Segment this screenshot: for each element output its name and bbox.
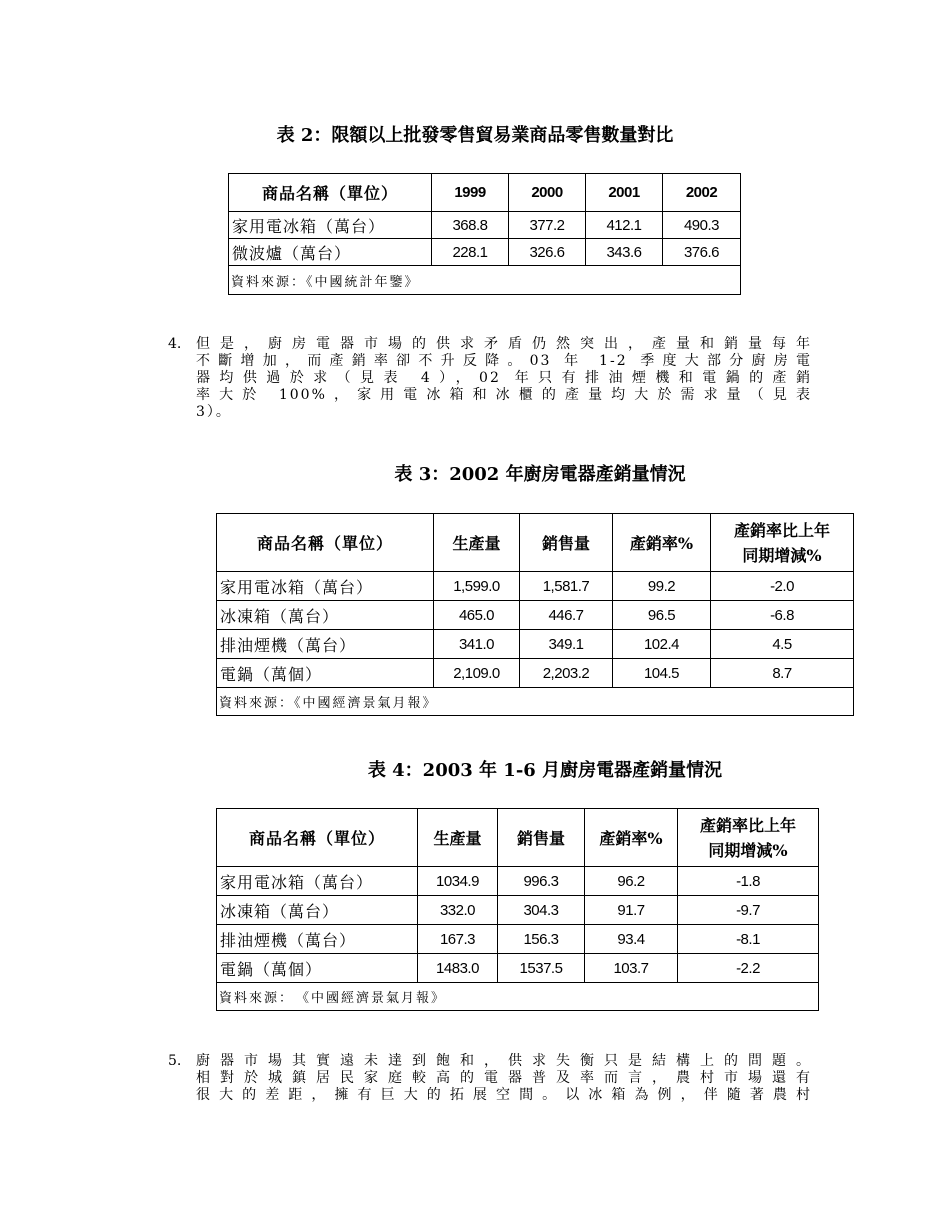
table-row [229,239,741,266]
table3-source: 資料來源：《中國經濟景氣月報》 [217,688,854,716]
table3-cell: 341.0 [434,630,520,659]
table3 [216,513,854,716]
table3-cell: 8.7 [711,659,854,688]
table4-header-change [678,809,819,867]
table4-cell: 93.4 [585,925,678,954]
table4-cell: 103.7 [585,954,678,983]
paragraph-4 [168,336,812,421]
table2-cell: 412.1 [586,212,663,239]
table3-cell: 2,203.2 [520,659,613,688]
table4-source: 資料來源： 《中國經濟景氣月報》 [217,983,819,1011]
table4-cell: 96.2 [585,867,678,896]
table4-cell: 1034.9 [418,867,498,896]
table4-cell-name: 家用電冰箱（萬台） [217,867,418,896]
table2-cell: 228.1 [432,239,509,266]
table4-cell: 167.3 [418,925,498,954]
table4-title: 表 4：2003 年 1-6 月廚房電器產銷量情況 [367,760,723,781]
table2-source: 資料來源：《中國統計年鑒》 [229,266,741,295]
table3-cell-name: 家用電冰箱（萬台） [217,572,434,601]
table4-cell: 1483.0 [418,954,498,983]
table4-cell: -8.1 [678,925,819,954]
table3-header-sales: 銷售量 [520,514,613,572]
table2-cell: 376.6 [663,239,741,266]
paragraph-line: 很大的差距，擁有巨大的拓展空間。以冰箱為例，伴隨著農村 [196,1087,812,1103]
table3-cell: -2.0 [711,572,854,601]
table-row [217,954,819,983]
paragraph-line: 相對於城鎮居民家庭較高的電器普及率而言，農村市場還有 [196,1070,812,1086]
table4-cell: 332.0 [418,896,498,925]
table3-header-name: 商品名稱（單位） [217,514,434,572]
table-row [217,601,854,630]
paragraph-line: 3）。 [196,404,232,420]
table2-header-row [229,174,741,212]
table3-cell: 1,599.0 [434,572,520,601]
table-row [217,630,854,659]
table4-source-row [217,983,819,1011]
table3-source-row [217,688,854,716]
paragraph-4-marker: 4. [168,336,182,352]
table4-header-production: 生產量 [418,809,498,867]
table-row [217,867,819,896]
table4-cell-name: 冰凍箱（萬台） [217,896,418,925]
table-row [217,659,854,688]
table3-header-change [711,514,854,572]
table2-header-1999: 1999 [432,174,509,212]
table2-cell: 490.3 [663,212,741,239]
table3-cell: 102.4 [613,630,711,659]
paragraph-line: 廚器市場其實遠未達到飽和，供求失衡只是結構上的問題。 [196,1053,812,1069]
table3-cell-name: 排油煙機（萬台） [217,630,434,659]
table-row [217,925,819,954]
table4-header-change-line1: 產銷率比上年 [699,815,796,835]
table3-cell-name: 冰凍箱（萬台） [217,601,434,630]
table4-header-rate: 產銷率% [585,809,678,867]
table3-title: 表 3：2002 年廚房電器產銷量情況 [394,464,686,485]
table3-header-change-line1: 產銷率比上年 [733,520,830,540]
table3-cell: 349.1 [520,630,613,659]
paragraph-line: 但是，廚房電器市場的供求矛盾仍然突出，產量和銷量每年 [196,336,812,352]
table4-cell: -9.7 [678,896,819,925]
table4-cell: -1.8 [678,867,819,896]
table4-cell: 304.3 [498,896,585,925]
table4-cell: 996.3 [498,867,585,896]
table3-header-rate: 產銷率% [613,514,711,572]
table3-header-row [217,514,854,572]
table3-cell-name: 電鍋（萬個） [217,659,434,688]
table2 [228,173,741,295]
table2-cell: 343.6 [586,239,663,266]
paragraph-line: 器均供過於求（見表 4），02 年只有排油煙機和電鍋的產銷 [196,370,812,386]
table2-header-name: 商品名稱（單位） [229,174,432,212]
table3-cell: 104.5 [613,659,711,688]
table2-header-2002: 2002 [663,174,741,212]
paragraph-line: 不斷增加，而產銷率卻不升反降。03 年 1-2 季度大部分廚房電 [196,353,812,369]
table4-cell: 156.3 [498,925,585,954]
table-row [217,572,854,601]
table4-header-name: 商品名稱（單位） [217,809,418,867]
table4-cell: 1537.5 [498,954,585,983]
table4-header-sales: 銷售量 [498,809,585,867]
table2-header-2000: 2000 [509,174,586,212]
table3-cell: -6.8 [711,601,854,630]
paragraph-5-marker: 5. [168,1053,182,1069]
table2-cell-name: 微波爐（萬台） [229,239,432,266]
table3-cell: 4.5 [711,630,854,659]
paragraph-line: 率大於 100%，家用電冰箱和冰櫃的產量均大於需求量（見表 [196,387,812,403]
table3-cell: 1,581.7 [520,572,613,601]
table4-cell-name: 排油煙機（萬台） [217,925,418,954]
table2-cell: 377.2 [509,212,586,239]
table4-header-change-line2: 同期增減% [708,840,788,860]
table3-header-change-line2: 同期增減% [742,545,822,565]
table3-header-production: 生產量 [434,514,520,572]
table4-cell: -2.2 [678,954,819,983]
table-row [229,212,741,239]
table-row [217,896,819,925]
table3-cell: 99.2 [613,572,711,601]
table3-cell: 2,109.0 [434,659,520,688]
table4-header-row [217,809,819,867]
table2-cell: 326.6 [509,239,586,266]
table4 [216,808,819,1011]
table2-source-row [229,266,741,295]
table4-cell: 91.7 [585,896,678,925]
table2-title: 表 2：限額以上批發零售貿易業商品零售數量對比 [276,125,674,146]
paragraph-5 [168,1053,812,1104]
table4-cell-name: 電鍋（萬個） [217,954,418,983]
table2-cell: 368.8 [432,212,509,239]
table2-header-2001: 2001 [586,174,663,212]
table3-cell: 446.7 [520,601,613,630]
table2-cell-name: 家用電冰箱（萬台） [229,212,432,239]
table3-cell: 465.0 [434,601,520,630]
table3-cell: 96.5 [613,601,711,630]
